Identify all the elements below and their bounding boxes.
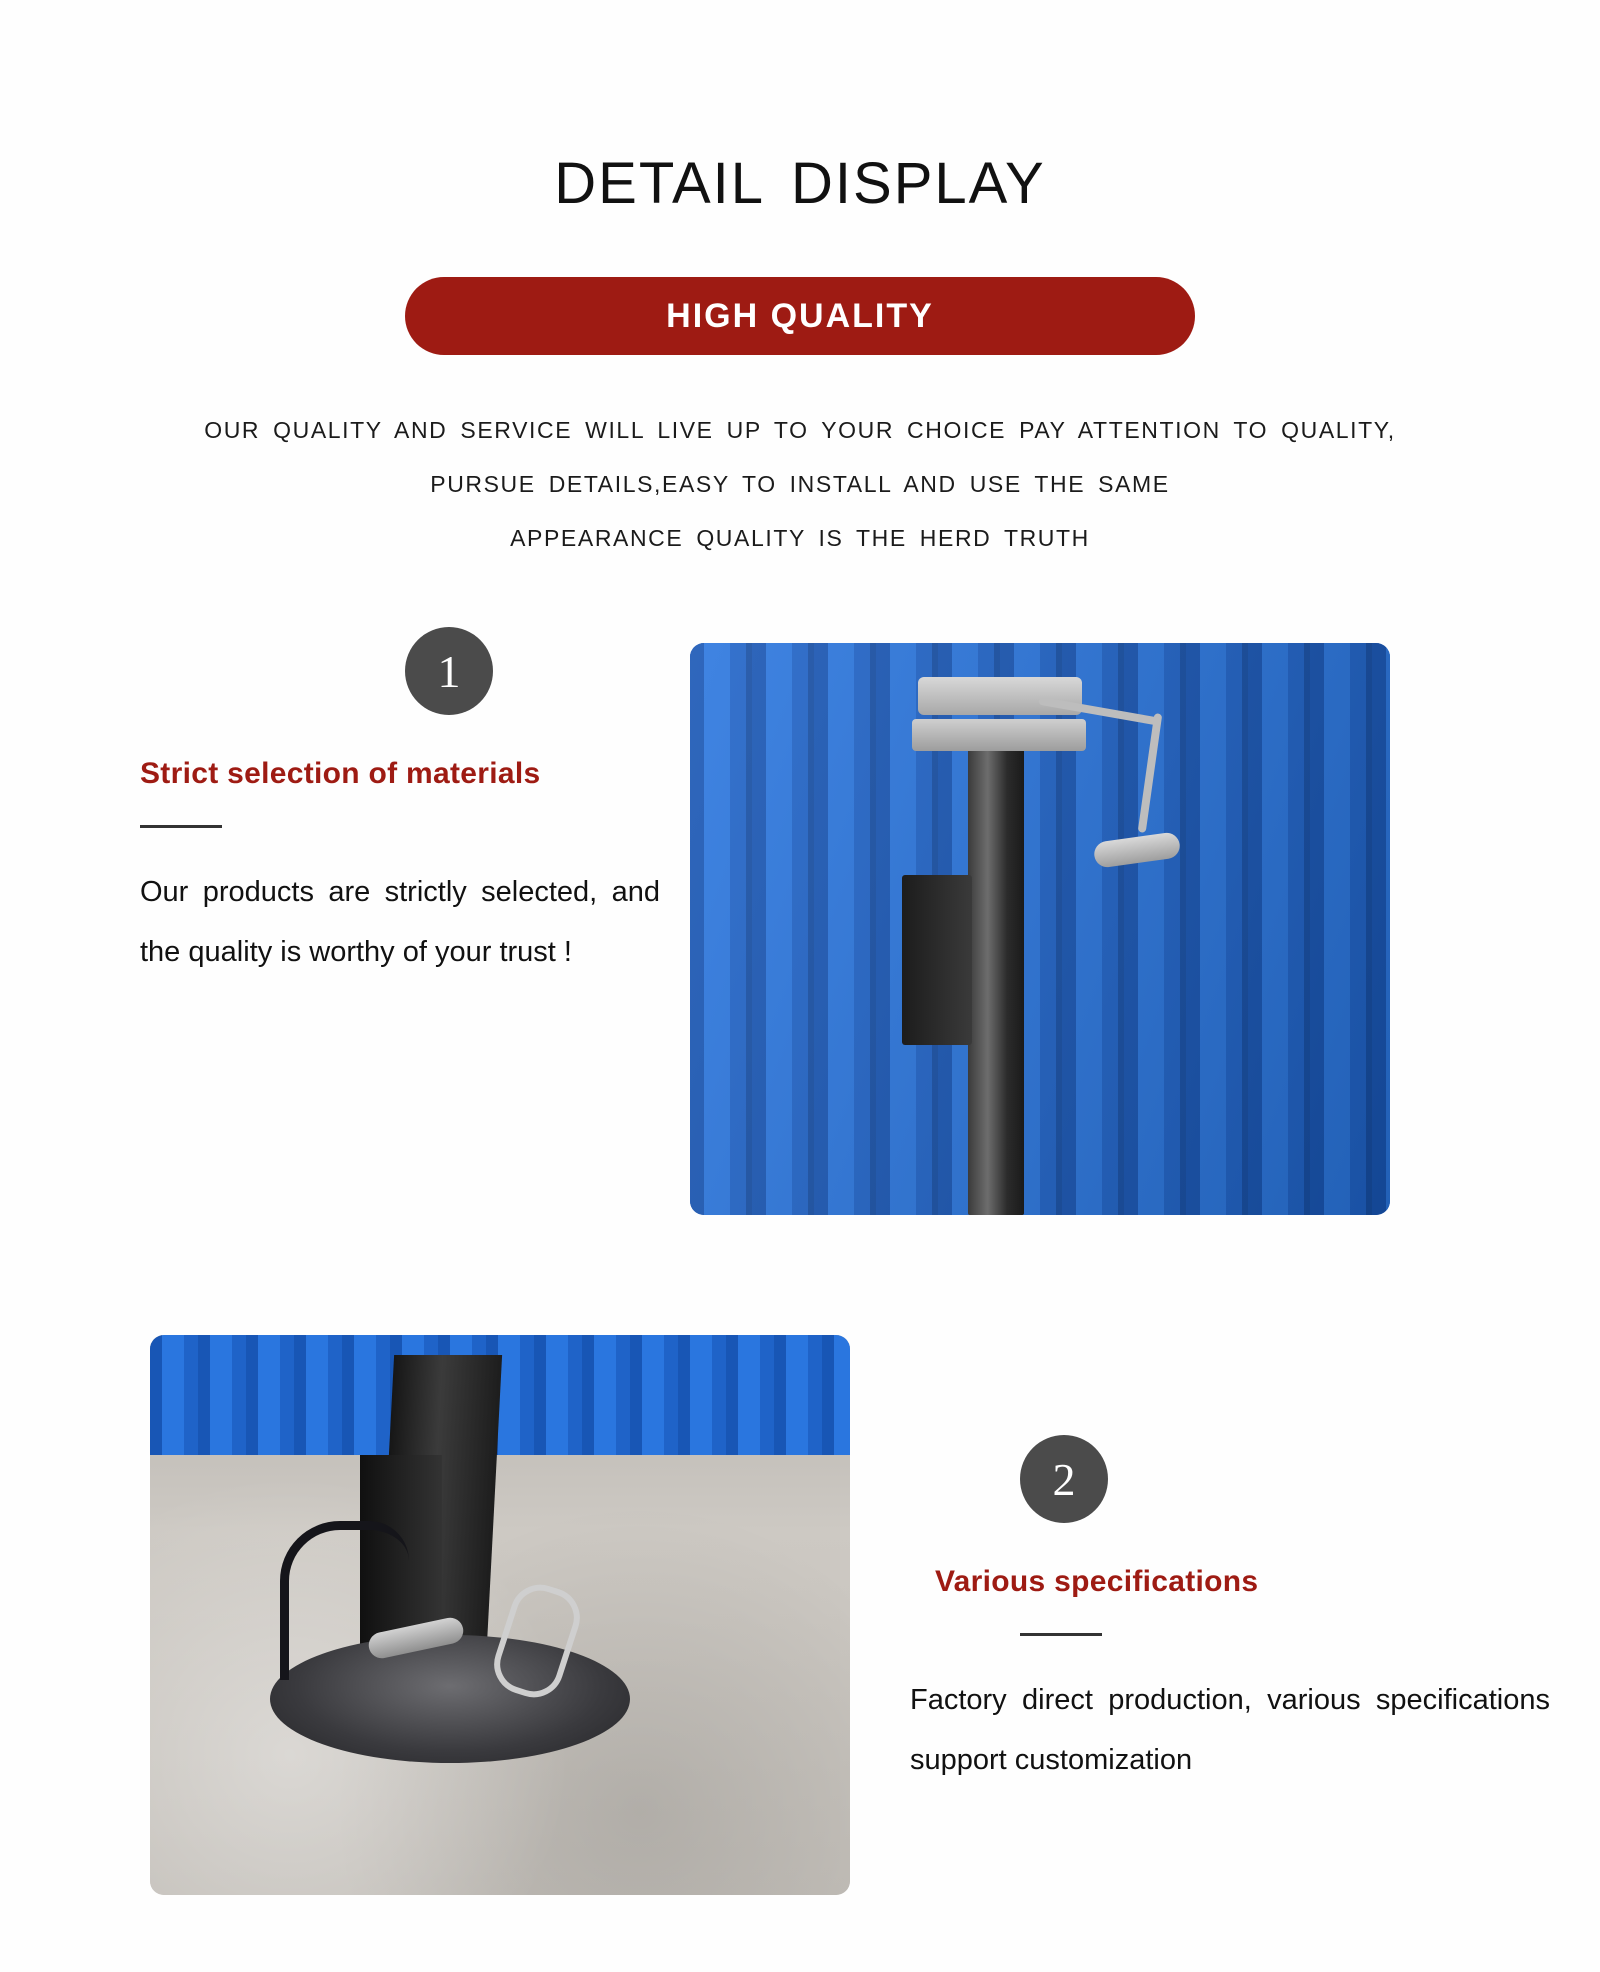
intro-line-1: OUR QUALITY AND SERVICE WILL LIVE UP TO YOUR CHOICE PAY ATTENTION TO QUALITY,	[204, 417, 1396, 443]
feature-1-divider	[140, 825, 222, 828]
page-title-part1: DETAIL	[554, 151, 766, 216]
feature-2-number-badge: 2	[1020, 1435, 1108, 1523]
jack-top-plate-shape	[912, 719, 1086, 751]
feature-section-1	[0, 627, 1600, 1215]
feature-1-title: Strict selection of materials	[140, 757, 541, 790]
feature-2-divider	[1020, 1633, 1102, 1636]
page-title-part2: DISPLAY	[791, 151, 1046, 216]
badge-container	[0, 277, 1600, 355]
feature-1-image	[690, 643, 1390, 1215]
jack-mounting-bracket-shape	[902, 875, 972, 1045]
feature-1-body: Our products are strictly selected, and the quality is worthy of your trust !	[140, 876, 660, 968]
jack-top-cap-shape	[918, 677, 1082, 715]
feature-section-2	[0, 1335, 1600, 1895]
feature-1-number-badge: 1	[405, 627, 493, 715]
intro-line-2: PURSUE DETAILS,EASY TO INSTALL AND USE THE SAME	[430, 471, 1170, 497]
feature-2-body: Factory direct production, various specifications support customization	[910, 1684, 1550, 1776]
feature-2-image	[150, 1335, 850, 1895]
jack-column-shape	[968, 731, 1024, 1215]
intro-line-3: APPEARANCE QUALITY IS THE HERD TRUTH	[510, 525, 1090, 551]
high-quality-badge: HIGH QUALITY	[405, 277, 1195, 355]
feature-2-title: Various specifications	[935, 1565, 1259, 1598]
feature-2-text-block	[850, 1435, 1550, 1790]
intro-paragraph	[180, 355, 1420, 565]
page-title	[0, 0, 1600, 217]
feature-1-text-block	[0, 627, 660, 982]
